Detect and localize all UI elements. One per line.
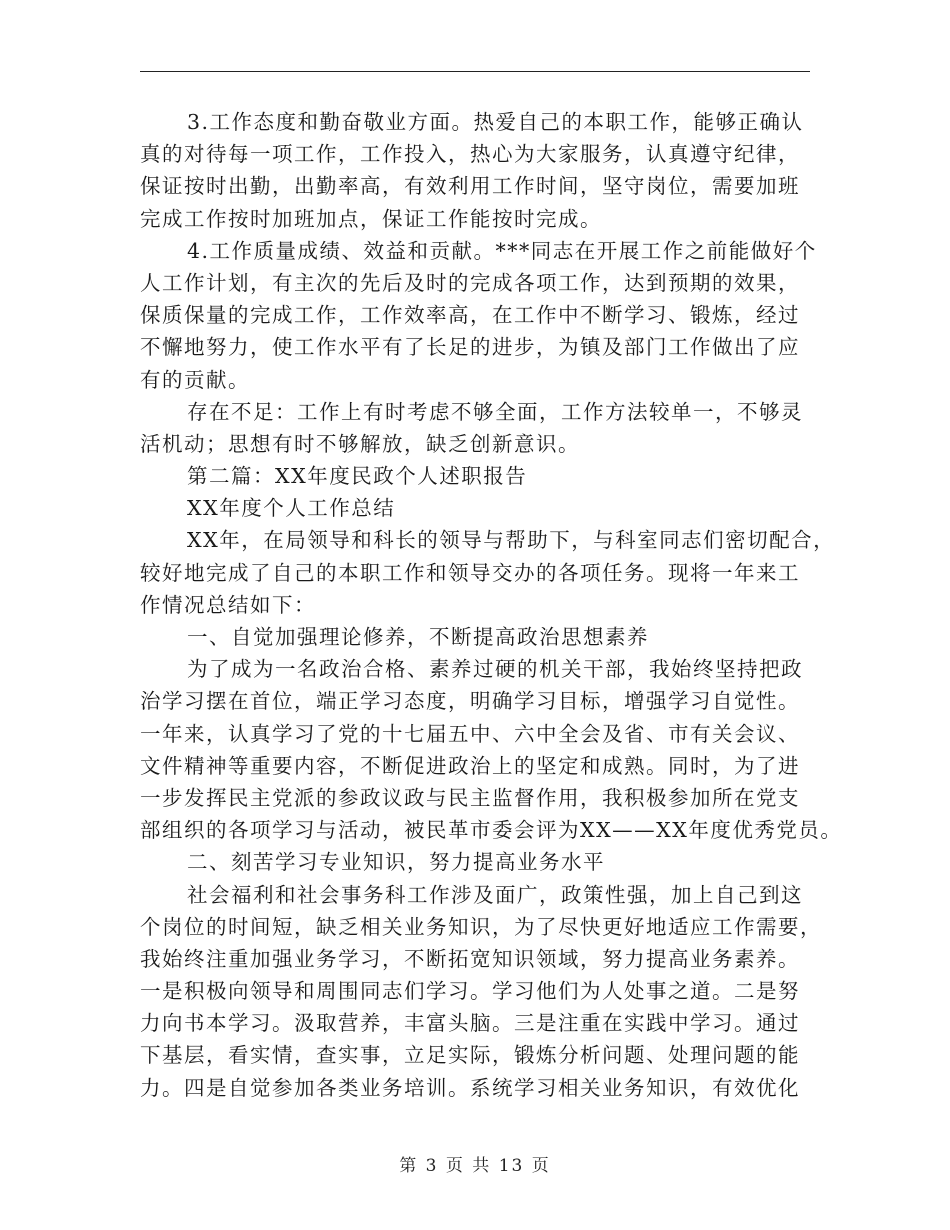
text-line: 下基层，看实情，查实事，立足实际，锻炼分析问题、处理问题的能 <box>140 1043 800 1068</box>
header-rule <box>140 71 810 72</box>
text-line: 一步发挥民主党派的参政议政与民主监督作用，我积极参加所在党支 <box>140 785 800 810</box>
document-body <box>140 106 843 1104</box>
text-line: 我始终注重加强业务学习，不断拓宽知识领域，努力提高业务素养。 <box>140 946 800 971</box>
text-line: 社会福利和社会事务科工作涉及面广，政策性强，加上自己到这 <box>187 882 803 907</box>
page-number-footer: 第 3 页 共 13 页 <box>399 1156 551 1176</box>
text-line: 完成工作按时加班加点，保证工作能按时完成。 <box>140 206 602 231</box>
text-line: 较好地完成了自己的本职工作和领导交办的各项任务。现将一年来工 <box>140 560 800 585</box>
text-line: 保质保量的完成工作，工作效率高，在工作中不断学习、锻炼，经过 <box>140 303 800 328</box>
text-line: 治学习摆在首位，端正学习态度，明确学习目标，增强学习自觉性。 <box>140 689 800 714</box>
text-line: 4.工作质量成绩、效益和贡献。***同志在开展工作之前能做好个 <box>187 238 817 263</box>
text-line: 第二篇：XX年度民政个人述职报告 <box>187 464 528 489</box>
text-line: 一是积极向领导和周围同志们学习。学习他们为人处事之道。二是努 <box>140 979 800 1004</box>
text-line: 一年来，认真学习了党的十七届五中、六中全会及省、市有关会议、 <box>140 721 800 746</box>
text-line: 为了成为一名政治合格、素养过硬的机关干部，我始终坚持把政 <box>187 657 803 682</box>
text-line: 保证按时出勤，出勤率高，有效利用工作时间，坚守岗位，需要加班 <box>140 174 800 199</box>
text-line: 部组织的各项学习与活动，被民革市委会评为XX——XX年度优秀党员。 <box>140 818 843 843</box>
text-line: 力。四是自觉参加各类业务培训。系统学习相关业务知识，有效优化 <box>140 1075 800 1100</box>
text-line: 活机动；思想有时不够解放，缺乏创新意识。 <box>140 431 580 456</box>
text-line: 作情况总结如下： <box>140 592 316 617</box>
text-line: 人工作计划，有主次的先后及时的完成各项工作，达到预期的效果， <box>140 270 800 295</box>
text-line: 不懈地努力，使工作水平有了长足的进步，为镇及部门工作做出了应 <box>140 335 800 360</box>
text-line: 真的对待每一项工作，工作投入，热心为大家服务，认真遵守纪律， <box>140 142 800 167</box>
text-line: 存在不足：工作上有时考虑不够全面，工作方法较单一，不够灵 <box>187 399 803 424</box>
text-line: 一、自觉加强理论修养，不断提高政治思想素养 <box>187 625 649 649</box>
text-line: 有的贡献。 <box>140 367 250 392</box>
text-line: 个岗位的时间短，缺乏相关业务知识，为了尽快更好地适应工作需要， <box>140 914 822 939</box>
text-line: 二、刻苦学习专业知识，努力提高业务水平 <box>187 850 605 875</box>
text-line: XX年，在局领导和科长的领导与帮助下，与科室同志们密切配合， <box>187 528 836 553</box>
text-line: 文件精神等重要内容，不断促进政治上的坚定和成熟。同时，为了进 <box>140 753 800 778</box>
text-line: 力向书本学习。汲取营养，丰富头脑。三是注重在实践中学习。通过 <box>140 1011 800 1036</box>
text-line: 3.工作态度和勤奋敬业方面。热爱自己的本职工作，能够正确认 <box>187 110 804 134</box>
text-line: XX年度个人工作总结 <box>187 496 396 521</box>
